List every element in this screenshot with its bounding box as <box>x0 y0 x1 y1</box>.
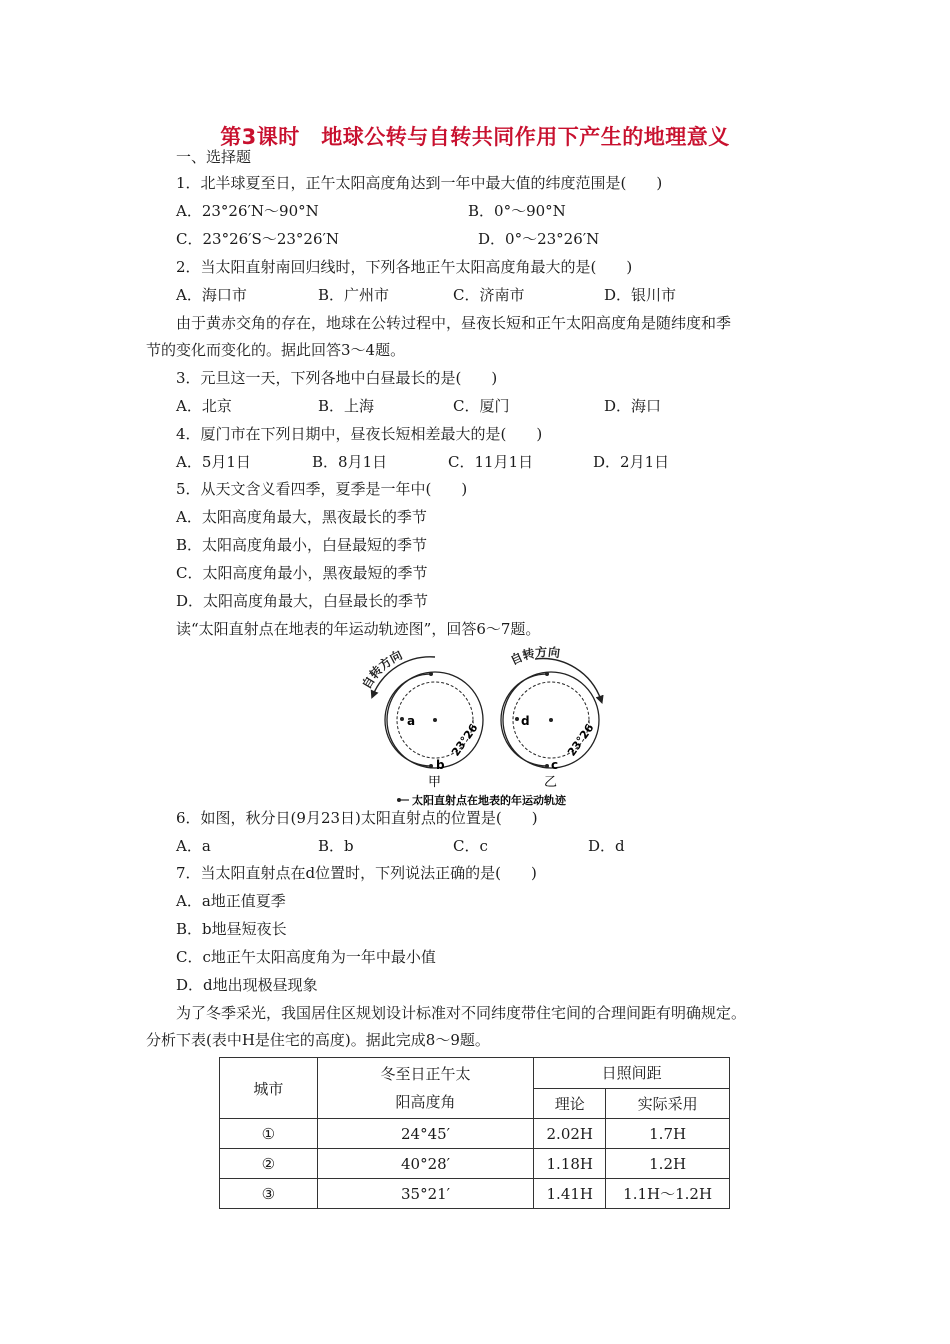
cell-theory: 2.02H <box>534 1119 606 1149</box>
spacing-table <box>219 1057 730 1209</box>
q5-stem: 5．从天文含义看四季，夏季是一年中( ) <box>176 480 468 498</box>
q5-option-a: A．太阳高度角最大，黑夜最长的季节 <box>176 508 427 526</box>
q5-option-d: D．太阳高度角最大，白昼最长的季节 <box>176 592 429 610</box>
header-theory: 理论 <box>534 1088 606 1119</box>
point-d-label: d <box>521 714 530 728</box>
q3-option-a: A．北京 <box>176 397 232 415</box>
header-angle-line2: 阳高度角 <box>395 1093 456 1111</box>
cell-angle: 35°21′ <box>317 1179 534 1209</box>
q6-option-c: C．c <box>453 837 488 855</box>
table-row <box>220 1179 730 1209</box>
point-b-label: b <box>436 758 445 772</box>
intro-6-7: 读“太阳直射点在地表的年运动轨迹图”，回答6～7题。 <box>176 620 541 638</box>
intro-3-4-line2: 节的变化而变化的。据此回答3～4题。 <box>146 341 406 359</box>
q1-option-c: C．23°26′S～23°26′N <box>176 230 340 248</box>
point-c-label: c <box>551 758 559 772</box>
intro-8-9-line1: 为了冬季采光，我国居住区规划设计标准对不同纬度带住宅间的合理间距有明确规定。 <box>176 1004 747 1022</box>
header-spacing: 日照间距 <box>534 1058 730 1089</box>
figure-legend <box>397 793 567 807</box>
q2-option-c: C．济南市 <box>453 286 525 304</box>
right-angle-label: 23°26′ <box>565 719 599 759</box>
cell-city: ③ <box>220 1179 318 1209</box>
q4-stem: 4．厦门市在下列日期中，昼夜长短相差最大的是( ) <box>176 425 543 443</box>
cell-theory: 1.18H <box>534 1149 606 1179</box>
q4-option-a: A．5月1日 <box>176 453 251 471</box>
q3-option-c: C．厦门 <box>453 397 510 415</box>
left-rotation-label: 自转方向 <box>359 647 405 692</box>
cell-city: ① <box>220 1119 318 1149</box>
header-actual: 实际采用 <box>606 1088 730 1119</box>
q5-option-b: B．太阳高度角最小，白昼最短的季节 <box>176 536 428 554</box>
q6-stem: 6．如图，秋分日(9月23日)太阳直射点的位置是( ) <box>176 809 538 827</box>
q1-stem: 1．北半球夏至日，正午太阳高度角达到一年中最大值的纬度范围是( ) <box>176 174 663 192</box>
cell-theory: 1.41H <box>534 1179 606 1209</box>
q6-option-a: A．a <box>176 837 211 855</box>
q3-stem: 3．元旦这一天，下列各地中白昼最长的是( ) <box>176 369 498 387</box>
cell-actual: 1.2H <box>606 1149 730 1179</box>
q6-option-d: D．d <box>588 837 625 855</box>
section-heading: 一、选择题 <box>176 148 252 166</box>
left-angle-label: 23°26′ <box>449 719 483 759</box>
q7-stem: 7．当太阳直射点在d位置时，下列说法正确的是( ) <box>176 864 537 882</box>
intro-8-9-line2: 分析下表(表中H是住宅的高度)。据此完成8～9题。 <box>146 1031 490 1049</box>
right-caption: 乙 <box>544 775 558 790</box>
left-caption: 甲 <box>428 775 442 790</box>
q2-stem: 2．当太阳直射南回归线时，下列各地正午太阳高度角最大的是( ) <box>176 258 633 276</box>
q1-option-a: A．23°26′N～90°N <box>176 202 319 220</box>
cell-angle: 24°45′ <box>317 1119 534 1149</box>
intro-3-4-line1: 由于黄赤交角的存在，地球在公转过程中，昼夜长短和正午太阳高度角是随纬度和季 <box>176 314 732 332</box>
q1-option-b: B．0°～90°N <box>468 202 566 220</box>
q2-option-d: D．银川市 <box>604 286 677 304</box>
table-row <box>220 1119 730 1149</box>
table-row <box>220 1149 730 1179</box>
left-globe-diagram <box>358 647 483 790</box>
q7-option-b: B．b地昼短夜长 <box>176 920 287 938</box>
q7-option-c: C．c地正午太阳高度角为一年中最小值 <box>176 948 436 966</box>
header-angle <box>317 1058 534 1119</box>
header-angle-line1: 冬至日正午太 <box>380 1065 471 1083</box>
sun-path-figure <box>355 645 615 810</box>
right-rotation-label: 自转方向 <box>508 645 561 668</box>
point-a-label: a <box>407 714 416 728</box>
header-city: 城市 <box>220 1058 318 1119</box>
cell-actual: 1.7H <box>606 1119 730 1149</box>
right-globe-diagram <box>501 645 601 790</box>
q4-option-d: D．2月1日 <box>593 453 670 471</box>
q3-option-b: B．上海 <box>318 397 375 415</box>
legend-text: 太阳直射点在地表的年运动轨迹 <box>412 794 566 807</box>
q7-option-a: A．a地正值夏季 <box>176 892 286 910</box>
q4-option-c: C．11月1日 <box>448 453 534 471</box>
cell-angle: 40°28′ <box>317 1149 534 1179</box>
q2-option-a: A．海口市 <box>176 286 247 304</box>
q3-option-d: D．海口 <box>604 397 662 415</box>
cell-city: ② <box>220 1149 318 1179</box>
cell-actual: 1.1H～1.2H <box>606 1179 730 1209</box>
q7-option-d: D．d地出现极昼现象 <box>176 976 318 994</box>
q5-option-c: C．太阳高度角最小，黑夜最短的季节 <box>176 564 428 582</box>
q6-option-b: B．b <box>318 837 354 855</box>
q1-option-d: D．0°～23°26′N <box>478 230 600 248</box>
q4-option-b: B．8月1日 <box>312 453 388 471</box>
page-title: 第3课时 地球公转与自转共同作用下产生的地理意义 <box>220 125 730 149</box>
q2-option-b: B．广州市 <box>318 286 390 304</box>
